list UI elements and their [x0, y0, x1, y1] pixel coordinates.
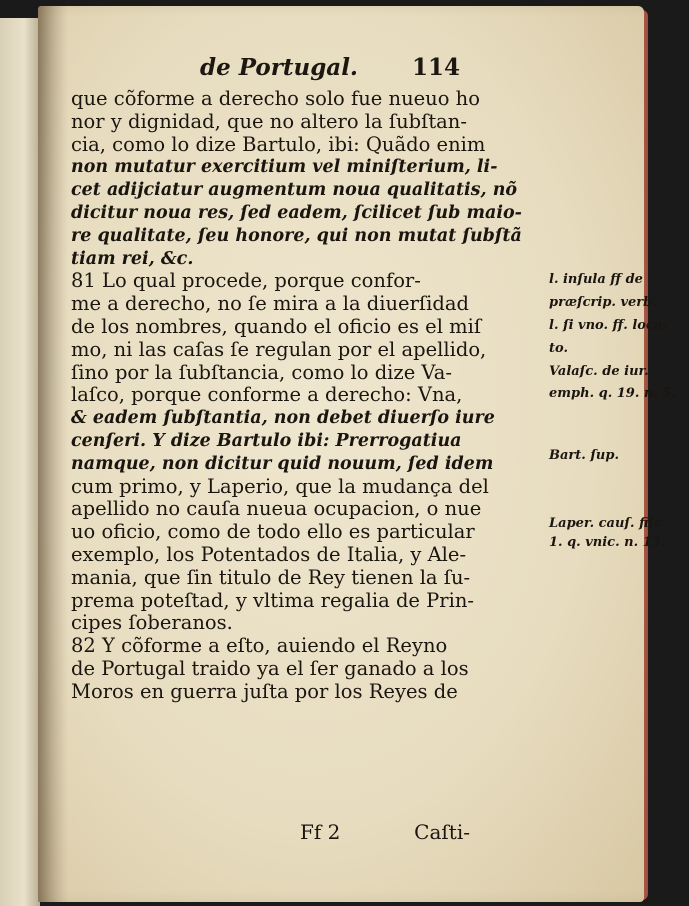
text-line: ſino por la ſubſtancia, como lo dize Va-: [71, 360, 452, 384]
margin-note: emph. q. 19. n. 5.: [549, 386, 676, 402]
text-line: de Portugal traido ya el ſer ganado a los: [71, 656, 469, 680]
margin-note: Bart. ſup.: [549, 447, 619, 463]
text-line: dicitur noua res, ſed eadem, ſcilicet ſub maio-: [71, 202, 522, 223]
margin-note: l. inſula ff de: [549, 272, 643, 288]
text-line: cenſeri. Y dize Bartulo ibi: Prerrogatiua: [71, 430, 462, 451]
margin-note: Laper. cauſ. fiſc: [549, 516, 663, 532]
text-line: cet adijciatur augmentum noua qualitatis, nõ: [71, 180, 518, 201]
text-line: Moros en guerra juſta por los Reyes de: [71, 679, 458, 703]
text-line: cipes ſoberanos.: [71, 611, 233, 635]
text-line: non mutatur exercitium vel miniſterium, li-: [71, 157, 498, 178]
text-line: uo oficio, como de todo ello es particular: [71, 520, 475, 544]
text-line: mo, ni las caſas ſe regulan por el apellido,: [71, 337, 487, 361]
catchword: Caſti-: [414, 820, 470, 844]
margin-note: 1. q. vnic. n. 13.: [549, 534, 666, 550]
text-line: cia, como lo dize Bartulo, ibi: Quãdo enim: [71, 132, 486, 156]
text-line: nor y dignidad, que no altero la ſubſtan-: [71, 109, 467, 133]
text-line: exemplo, los Potentados de Italia, y Ale-: [71, 542, 467, 566]
gutter-shadow: [38, 6, 68, 902]
text-line: apellido no cauſa nueua ocupacion, o nue: [71, 497, 482, 521]
text-line: re qualitate, ſeu honore, qui non mutat ſubſtã: [71, 225, 522, 246]
text-line: 81 Lo qual procede, porque confor-: [71, 269, 421, 293]
margin-note: l. ſi vno. ff. loca-: [549, 318, 668, 333]
page-footer: [300, 820, 470, 848]
facing-page-edge: [0, 18, 40, 906]
margin-note: Valaſc. de iur.: [549, 363, 649, 379]
text-line: 82 Y cõforme a eſto, auiendo el Reyno: [71, 634, 448, 658]
margin-note: præſcrip. verb.: [549, 295, 657, 311]
text-line: laſco, porque conforme a derecho: Vna,: [71, 383, 463, 407]
text-line: que cõforme a derecho solo fue nueuo ho: [71, 87, 480, 110]
text-line: mania, que ſin titulo de Rey tienen la ſu-: [71, 565, 471, 589]
page-header: [200, 50, 460, 86]
text-line: me a derecho, no ſe mira a la diuerſidad: [71, 292, 469, 316]
text-line: cum primo, y Laperio, que la mudança del: [71, 474, 489, 498]
signature-mark: Ff 2: [300, 820, 341, 844]
page-number: 114: [411, 54, 460, 81]
running-title: de Portugal.: [200, 54, 358, 81]
text-line: de los nombres, quando el oficio es el miſ: [71, 314, 482, 338]
text-line: tiam rei, &c.: [71, 248, 194, 269]
body-text: [71, 87, 676, 704]
text-line: prema poteſtad, y vltima regalia de Prin-: [71, 588, 474, 612]
text-line: & eadem ſubſtantia, non debet diuerſo iure: [71, 408, 495, 429]
text-line: namque, non dicitur quid nouum, ſed idem: [71, 453, 494, 474]
margin-note: to.: [549, 340, 568, 356]
